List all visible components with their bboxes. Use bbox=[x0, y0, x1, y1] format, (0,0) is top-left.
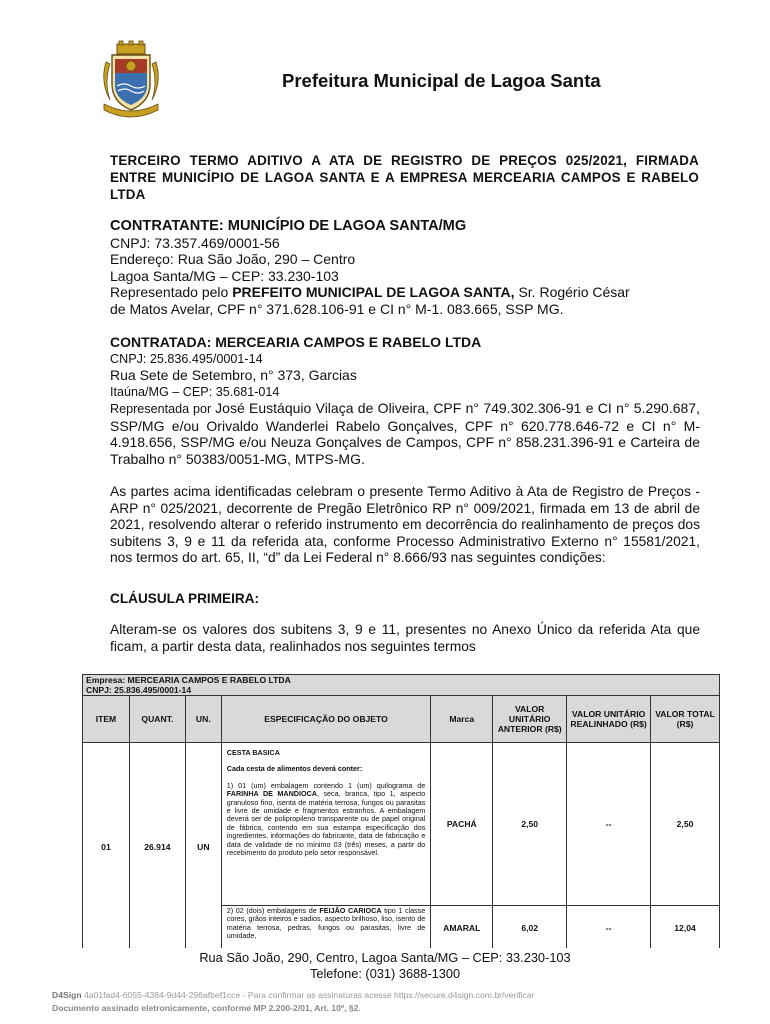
sub2-pre: 2) 02 (dois) embalagens de bbox=[226, 906, 320, 915]
cell-spec-subitem-1 bbox=[221, 743, 431, 906]
contratada-endereco: Rua Sete de Setembro, n° 373, Garcias bbox=[110, 367, 357, 384]
cell-item: 01 bbox=[83, 743, 130, 949]
company-info-cell bbox=[83, 675, 720, 696]
table-header-row bbox=[83, 696, 720, 743]
spec-subitem-2-text bbox=[227, 907, 426, 941]
representada-prefix: Representada por bbox=[110, 402, 216, 416]
price-table-container bbox=[80, 672, 724, 948]
contratada-heading bbox=[110, 333, 700, 351]
cell-valor-total-1: 2,50 bbox=[651, 743, 720, 906]
spec-title: CESTA BASICA bbox=[226, 748, 280, 757]
cell-quant: 26.914 bbox=[129, 743, 185, 949]
cell-valor-realinhado-1: -- bbox=[567, 743, 651, 906]
header-item: ITEM bbox=[83, 696, 130, 743]
clausula-primeira-text: Alteram-se os valores dos subitens 3, 9 e 11, presentes no Anexo Único da referida Ata que ficam, a partir desta data, realinhados nos seguintes termos bbox=[110, 622, 700, 654]
table-company-name: Empresa: MERCEARIA CAMPOS E RABELO LTDA bbox=[86, 675, 291, 685]
sub1-pre: 1) 01 (um) embalagem contendo 1 (um) quilograma de bbox=[226, 780, 426, 790]
sub1-bold: FARINHA DE MANDIOCA bbox=[226, 789, 317, 799]
spec-subitem-1-text bbox=[227, 782, 426, 858]
representado-suffix: Sr. Rogério César bbox=[514, 284, 630, 301]
table-company-cnpj: CNPJ: 25.836.495/0001-14 bbox=[86, 685, 192, 695]
cell-valor-total-2: 12,04 bbox=[651, 906, 720, 949]
contratante-endereco: Endereço: Rua São João, 290 – Centro bbox=[110, 251, 356, 268]
contratada-cnpj: CNPJ: 25.836.495/0001-14 bbox=[110, 352, 263, 366]
footer-address: Rua São João, 290, Centro, Lagoa Santa/MG – CEP: 33.230-103 bbox=[199, 950, 571, 965]
contratada-section bbox=[110, 333, 700, 400]
contratada-cidade: Itaúna/MG – CEP: 35.681-014 bbox=[110, 384, 280, 399]
representada-text: José Eustáquio Vilaça de Oliveira, CPF n° 749.302.306-91 e CI n° 5.290.687, SSP/MG e/ou Orivaldo Wanderlei Rabelo Gonçalves, CPF n° 620.778.646-72 e CI n° M-4.918.656, SSP/MG e/ou Neuza Gonçalves de Campos, CPF n° 858.231.396-91 e Carteira de Trabalho n° 50383/0051-MG, MTPS-MG. bbox=[110, 400, 700, 467]
spec-intro: Cada cesta de alimentos deverá conter: bbox=[226, 764, 363, 774]
cell-valor-anterior-2: 6,02 bbox=[493, 906, 567, 949]
d4sign-legal-note: Documento assinado eletronicamente, conforme MP 2.200-2/01, Art. 10º, §2. bbox=[52, 1003, 361, 1013]
clausula-primeira-title: CLÁUSULA PRIMEIRA: bbox=[110, 591, 260, 606]
contratada-heading-prefix: CONTRATADA: bbox=[110, 334, 216, 350]
sub1-post: , seca, branca, tipo 1, aspecto granuloso fino, isenta de matéria terrosa, fungos ou parasitas e livre de umidade e fragmentos estranhos. A embalagem deverá ser de polipropileno transparente ou de papel original de fábrica, contendo em sua estampa especificação dos ingredientes, informações do fabricante, data de fabricação e data de validade de no mínimo 03 (três) meses, a partir do recebimento do produto pelo setor responsável. bbox=[226, 789, 426, 858]
header-valor-anterior: VALOR UNITÁRIO ANTERIOR (R$) bbox=[493, 696, 567, 743]
contratada-representada bbox=[110, 400, 700, 467]
representado-bold: PREFEITO MUNICIPAL DE LAGOA SANTA, bbox=[232, 284, 515, 301]
representado-prefix: Representado pelo bbox=[110, 284, 233, 301]
d4sign-brand: D4Sign bbox=[52, 990, 82, 1000]
header-valor-total: VALOR TOTAL (R$) bbox=[651, 696, 720, 743]
municipality-header-title: Prefeitura Municipal de Lagoa Santa bbox=[282, 70, 601, 91]
sub2-post: tipo 1 classe cores, grãos inteiros e sadios, aspecto brilhoso, liso, isento de matéria terrosa, pedras, fungos ou parasitas, livre de umidade, bbox=[226, 906, 426, 941]
cell-valor-realinhado-2: -- bbox=[567, 906, 651, 949]
document-title: TERCEIRO TERMO ADITIVO A ATA DE REGISTRO DE PREÇOS 025/2021, FIRMADA ENTRE MUNICÍPIO DE LAGOA SANTA E A EMPRESA MERCEARIA CAMPOS E RABELO LTDA bbox=[110, 153, 699, 202]
cell-valor-anterior-1: 2,50 bbox=[493, 743, 567, 906]
d4sign-verification-line bbox=[52, 990, 534, 1000]
table-row bbox=[83, 743, 720, 906]
header-un: UN. bbox=[185, 696, 221, 743]
preamble-paragraph: As partes acima identificadas celebram o presente Termo Aditivo à Ata de Registro de Preços - ARP n° 025/2021, decorrente de Pregão Eletrônico RP n° 009/2021, firmada em 13 de abril de 2021, resolvendo alterar o referido instrumento em decorrência do realinhamento de preços dos subitens 3, 9 e 11 da referida ata, conforme Processo Administrativo Externo n° 15581/2021, nos termos do art. 65, II, “d” da Lei Federal n° 8.666/93 nas seguintes condições: bbox=[110, 484, 700, 565]
contratante-section bbox=[110, 217, 700, 317]
contratante-heading: CONTRATANTE: MUNICÍPIO DE LAGOA SANTA/MG bbox=[110, 218, 467, 234]
sub2-bold: FEIJÃO CARIOCA bbox=[319, 906, 382, 915]
contratante-cnpj: CNPJ: 73.357.469/0001-56 bbox=[110, 235, 280, 251]
cell-un: UN bbox=[185, 743, 221, 949]
header-valor-realinhado: VALOR UNITÁRIO REALINHADO (R$) bbox=[567, 696, 651, 743]
cell-marca-1: PACHÁ bbox=[431, 743, 493, 906]
footer-phone: Telefone: (031) 3688-1300 bbox=[309, 966, 461, 981]
municipal-coat-of-arms-logo bbox=[100, 40, 162, 120]
d4sign-verification-text: 4a01fad4-6055-4384-9d44-296afbef1cce - Para confirmar as assinaturas acesse https://secure.d4sign.com.br/verificar bbox=[81, 990, 535, 1000]
header-quant: QUANT. bbox=[129, 696, 185, 743]
header-marca: Marca bbox=[431, 696, 493, 743]
contratada-heading-name: MERCEARIA CAMPOS E RABELO LTDA bbox=[215, 334, 482, 350]
contratante-representado-line2: de Matos Avelar, CPF n° 371.628.106-91 e CI n° M-1. 083.665, SSP MG. bbox=[110, 300, 564, 317]
cell-spec-subitem-2 bbox=[221, 906, 431, 949]
contratante-representado bbox=[110, 284, 700, 300]
header-especificacao: ESPECIFICAÇÃO DO OBJETO bbox=[221, 696, 431, 743]
cell-marca-2: AMARAL bbox=[431, 906, 493, 949]
contratante-cidade: Lagoa Santa/MG – CEP: 33.230-103 bbox=[110, 267, 339, 284]
company-info-row bbox=[83, 675, 720, 696]
price-table bbox=[82, 674, 720, 948]
